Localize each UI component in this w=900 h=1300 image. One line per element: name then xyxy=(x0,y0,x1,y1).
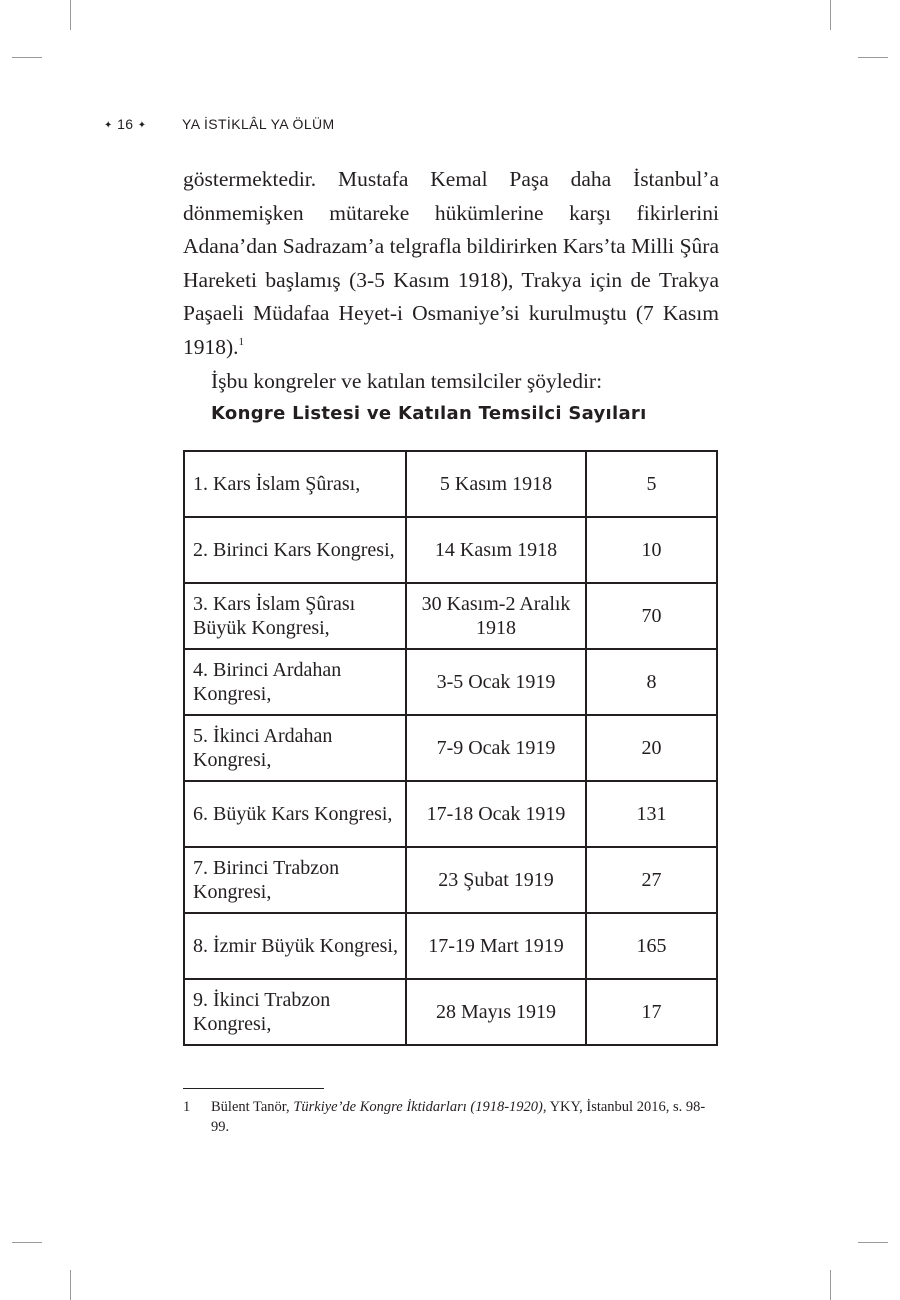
congress-table xyxy=(183,450,718,1046)
delegate-count-cell: 8 xyxy=(586,649,717,715)
congress-date-cell: 17-19 Mart 1919 xyxy=(406,913,586,979)
congress-name-cell: 4. Birinci Ardahan Kongresi, xyxy=(184,649,406,715)
running-header xyxy=(104,116,335,132)
congress-name-cell: 6. Büyük Kars Kongresi, xyxy=(184,781,406,847)
table-row xyxy=(184,451,717,517)
delegate-count-cell: 165 xyxy=(586,913,717,979)
page-number: 16 xyxy=(117,116,134,132)
congress-name-cell: 1. Kars İslam Şûrası, xyxy=(184,451,406,517)
footnote-details: , YKY, İstanbul 2016, s. 98-99. xyxy=(211,1099,706,1135)
footnote-author: Bülent Tanör, xyxy=(211,1099,290,1115)
crop-mark-left-top xyxy=(12,57,42,58)
crop-mark-bottom-left xyxy=(70,1270,71,1300)
paragraph-text: göstermektedir. Mustafa Kemal Paşa daha İstanbul’a dönmemişken mütareke hükümlerine karşı fikirlerini Adana’dan Sadrazam’a telgrafla bildirirken Kars’ta Milli Şûra Hareketi başlamış (3-5 Kasım 1918), Trakya için de Trakya Paşaeli Müdafaa Heyet-i Osmaniye’si kurulmuştu (7 Kasım 1918). xyxy=(183,167,719,359)
body-text xyxy=(183,163,719,398)
delegate-count-cell: 131 xyxy=(586,781,717,847)
congress-name-cell: 7. Birinci Trabzon Kongresi, xyxy=(184,847,406,913)
table-row xyxy=(184,715,717,781)
crop-mark-top-right xyxy=(830,0,831,30)
congress-date-cell: 5 Kasım 1918 xyxy=(406,451,586,517)
paragraph: İşbu kongreler ve katılan temsilciler şöyledir: xyxy=(211,368,603,393)
paragraph xyxy=(183,163,719,365)
star-ornament-icon: ✦ xyxy=(137,120,147,131)
table-row xyxy=(184,583,717,649)
footnote-work-title: Türkiye’de Kongre İktidarları (1918-1920) xyxy=(293,1099,543,1115)
congress-name-cell: 9. İkinci Trabzon Kongresi, xyxy=(184,979,406,1045)
table-row xyxy=(184,913,717,979)
crop-mark-top-left xyxy=(70,0,71,30)
crop-mark-left-bottom xyxy=(12,1242,42,1243)
footnote-divider xyxy=(183,1088,324,1089)
footnote-reference[interactable]: 1 xyxy=(238,335,245,348)
congress-name-cell: 3. Kars İslam Şûrası Büyük Kongresi, xyxy=(184,583,406,649)
delegate-count-cell: 20 xyxy=(586,715,717,781)
crop-mark-right-bottom xyxy=(858,1242,888,1243)
congress-name-cell: 8. İzmir Büyük Kongresi, xyxy=(184,913,406,979)
table-row xyxy=(184,649,717,715)
table-row xyxy=(184,517,717,583)
page-number-group xyxy=(104,116,182,132)
table-title: Kongre Listesi ve Katılan Temsilci Sayıları xyxy=(211,403,647,424)
congress-date-cell: 23 Şubat 1919 xyxy=(406,847,586,913)
delegate-count-cell: 27 xyxy=(586,847,717,913)
delegate-count-cell: 5 xyxy=(586,451,717,517)
congress-name-cell: 5. İkinci Ardahan Kongresi, xyxy=(184,715,406,781)
congress-date-cell: 28 Mayıs 1919 xyxy=(406,979,586,1045)
table-row xyxy=(184,979,717,1045)
delegate-count-cell: 10 xyxy=(586,517,717,583)
crop-mark-bottom-right xyxy=(830,1270,831,1300)
footnote-text xyxy=(211,1097,719,1137)
crop-mark-right-top xyxy=(858,57,888,58)
congress-date-cell: 14 Kasım 1918 xyxy=(406,517,586,583)
table-row xyxy=(184,781,717,847)
congress-date-cell: 17-18 Ocak 1919 xyxy=(406,781,586,847)
table-body xyxy=(184,451,717,1045)
congress-date-cell: 3-5 Ocak 1919 xyxy=(406,649,586,715)
footnote-number: 1 xyxy=(183,1099,191,1115)
star-ornament-icon: ✦ xyxy=(104,120,113,131)
book-title: YA İSTİKLÂL YA ÖLÜM xyxy=(182,116,335,132)
footnote xyxy=(183,1097,719,1137)
congress-name-cell: 2. Birinci Kars Kongresi, xyxy=(184,517,406,583)
congress-date-cell: 30 Kasım-2 Aralık 1918 xyxy=(406,583,586,649)
delegate-count-cell: 70 xyxy=(586,583,717,649)
delegate-count-cell: 17 xyxy=(586,979,717,1045)
congress-date-cell: 7-9 Ocak 1919 xyxy=(406,715,586,781)
table-row xyxy=(184,847,717,913)
